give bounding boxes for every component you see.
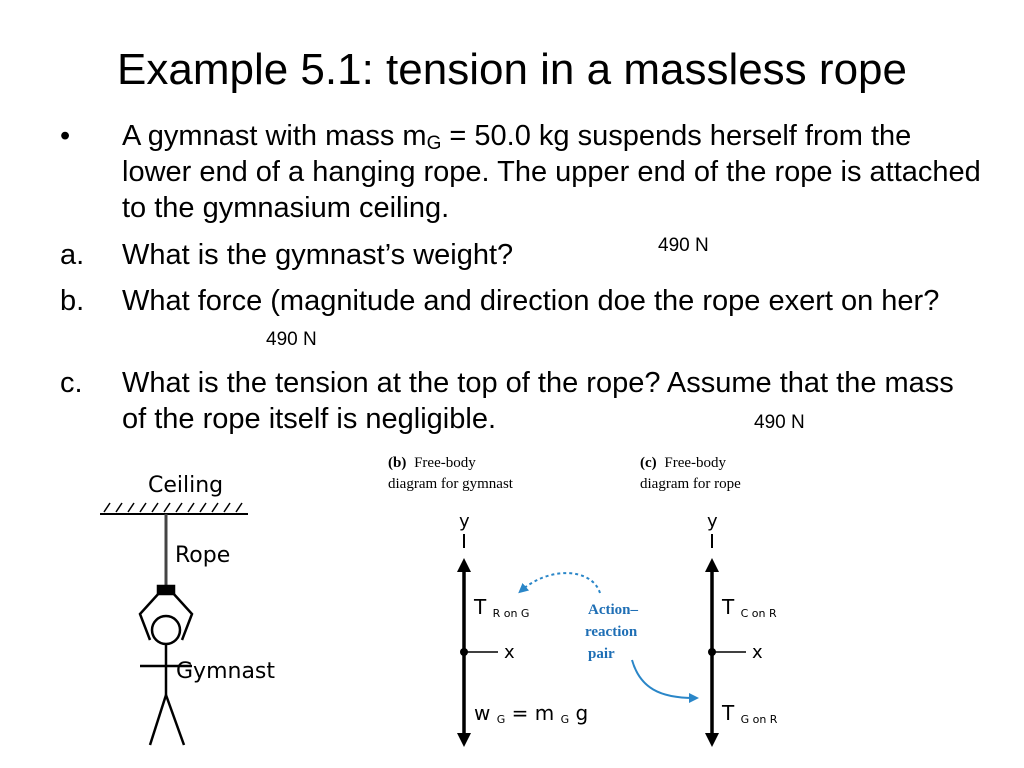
tension-r-on-g-label (473, 595, 529, 620)
intro-text-end: = 50.0 kg suspends herself from the lower end of a hanging rope. The upper end of the rope is attached to the gymnasium ceiling. (122, 120, 981, 224)
question-c-marker: c. (60, 367, 83, 399)
pair-label-line2: reaction (585, 624, 638, 640)
tension-g-on-r-sub: G on R (740, 713, 778, 726)
tension-c-on-r-label (721, 595, 777, 620)
weight-eq-sub: G (560, 713, 570, 726)
question-c-text: What is the tension at the top of the rope? Assume that the mass of the rope itself is negligible. (122, 367, 954, 435)
answer-c: 490 N (754, 412, 805, 433)
bullet-marker: • (60, 120, 71, 152)
rope-label: Rope (175, 543, 231, 568)
weight-label (474, 701, 588, 728)
pair-label-line1: Action– (588, 602, 638, 618)
gymnast-sketch (100, 473, 275, 745)
gymnast-x-label: x (504, 642, 515, 663)
intro-text-start: A gymnast with mass m (122, 120, 427, 152)
slide-title: Example 5.1: tension in a massless rope (117, 45, 907, 94)
action-reaction-pair (522, 573, 694, 698)
ceiling-hatching (104, 503, 242, 512)
gymnast-y-label: y (459, 511, 470, 532)
gymnast-fbd (388, 455, 588, 740)
rope-y-label: y (707, 511, 718, 532)
ceiling-label: Ceiling (148, 473, 224, 498)
tension-g-on-r-main: T (722, 701, 735, 725)
tension-g-on-r-label (721, 701, 778, 726)
question-a-text: What is the gymnast’s weight? (122, 239, 514, 271)
gymnast-fbd-letter: (b) (388, 455, 407, 471)
gymnast-label: Gymnast (176, 659, 276, 684)
weight-sub: G (496, 713, 506, 726)
gymnast-fbd-caption (388, 455, 476, 471)
weight-main: w (474, 701, 491, 725)
answer-b: 490 N (266, 329, 317, 350)
rope-fbd-line1: Free-body (664, 455, 727, 471)
gymnast-fbd-line1: Free-body (414, 455, 476, 471)
pair-label-line3: pair (588, 646, 615, 662)
rope-fbd-letter: (c) (640, 455, 657, 471)
pair-arrow-upper (522, 573, 600, 593)
pair-arrow-lower (632, 660, 694, 698)
tension-r-on-g-main: T (474, 595, 487, 619)
rope-fbd-caption (640, 455, 727, 471)
rope-fbd (640, 455, 778, 740)
tension-c-on-r-main: T (722, 595, 735, 619)
weight-g: g (575, 701, 589, 725)
question-b-text: What force (magnitude and direction doe the rope exert on her? (122, 285, 940, 317)
rope-x-label: x (752, 642, 763, 663)
tension-r-on-g-sub: R on G (492, 607, 530, 620)
question-b-marker: b. (60, 285, 85, 317)
weight-eq: = m (511, 701, 555, 725)
mass-subscript: G (426, 133, 442, 154)
answer-a: 490 N (658, 235, 709, 256)
question-a-marker: a. (60, 239, 85, 271)
gymnast-fbd-caption-line2: diagram for gymnast (388, 476, 513, 492)
rope-fbd-caption-line2: diagram for rope (640, 476, 741, 492)
tension-c-on-r-sub: C on R (740, 607, 777, 620)
